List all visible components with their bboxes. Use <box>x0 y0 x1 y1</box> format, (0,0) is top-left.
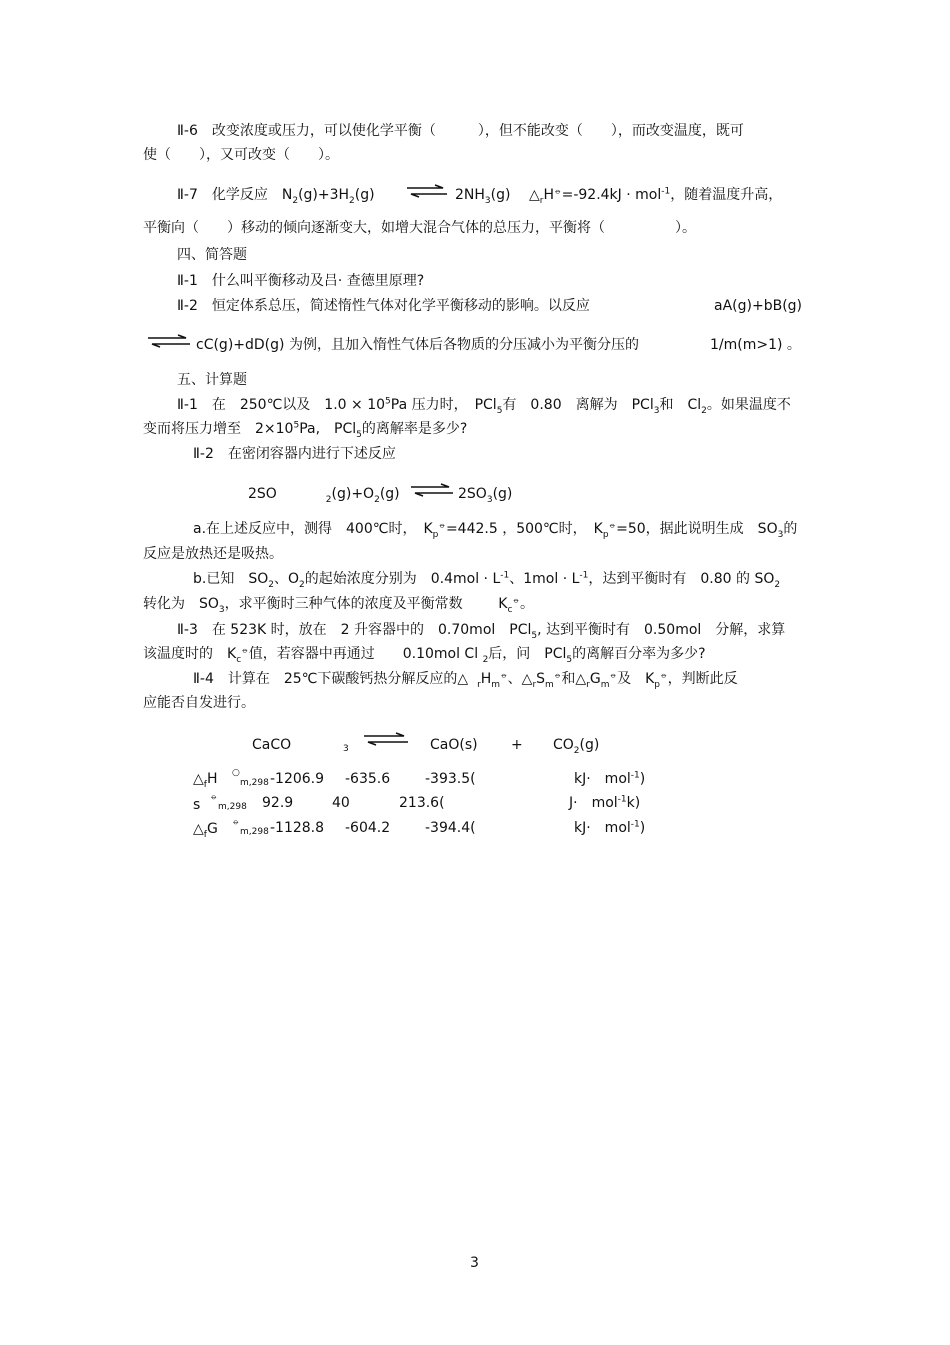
q6-line2: 使（ ），又可改变（ ）。 <box>143 147 339 163</box>
unit: kJ· mol$^{-1}$) <box>574 770 646 787</box>
s4-q2-line1: Ⅱ-2 恒定体系总压，简述惰性气体对化学平衡移动的影响。以反应 <box>177 298 590 314</box>
s5-q3-line1: Ⅱ-3 在 523K 时，放在 2 升容器中的 0.70mol PCl$_5$, 达到平衡时有 0.50mol 分解，求算 <box>177 622 786 641</box>
s5-q2-part-a-line1: a.在上述反应中，测得 400℃时， $K_p^⦵=442.5$ ，500℃时， $K_p^⦵=50$，据此说明生成 $SO_3$的 <box>193 520 798 540</box>
std-mark: ⦵ <box>210 792 218 802</box>
value-cao: -604.2 <box>345 820 391 836</box>
value-cao: 40 <box>332 795 350 811</box>
section-title-short-answer: 四、简答题 <box>177 247 247 263</box>
s5-q2-reactants: 2SO $_2(g)+O_2(g)$ <box>248 486 400 505</box>
s5-q4-line2: 应能否自发进行。 <box>143 695 255 711</box>
s4-q2-reactant: aA(g)+bB(g) <box>714 298 802 314</box>
equilibrium-arrow-icon <box>409 483 455 497</box>
row-index: m,298 <box>240 827 269 837</box>
s4-q1: Ⅱ-1 什么叫平衡移动及吕· 查德里原理? <box>177 273 425 289</box>
value-caco3: -1206.9 <box>270 771 325 787</box>
q7-line1: Ⅱ-7 化学反应 $N_2(g)+3H_2(g)$ <box>177 187 375 206</box>
value-co2: -394.4( <box>425 820 476 836</box>
co2-product: $CO_2(g)$ <box>553 737 600 756</box>
value-co2: 213.6( <box>399 795 445 811</box>
unit: J· mol$^{-1}$k) <box>569 794 641 811</box>
s5-q4-line1: Ⅱ-4 计算在 25℃下碳酸钙热分解反应的△ $_rH_m^⦵$、$\triangle_rS_m^⦵$和$\triangle_rG_m^⦵$及 $K_p^⦵$，判断此反 <box>193 670 738 690</box>
plus-sign: + <box>511 737 523 753</box>
s4-q2-ratio: 1/m(m>1) 。 <box>710 337 801 353</box>
table-row: $\triangle_fH$ <box>193 771 218 790</box>
equilibrium-arrow-icon <box>405 184 449 198</box>
page-number: 3 <box>470 1255 479 1271</box>
s5-q2-product: $2SO_3(g)$ <box>458 486 513 505</box>
cao-product: CaO(s) <box>430 737 478 753</box>
value-cao: -635.6 <box>345 771 391 787</box>
std-mark: ○ <box>232 768 240 778</box>
s5-q1-line2: 变而将压力增至 $2\times 10^5Pa$, PCl$_5$的离解率是多少? <box>143 420 468 440</box>
table-row: s <box>193 797 201 813</box>
row-index: m,298 <box>240 778 269 788</box>
section-title-calculation: 五、计算题 <box>177 372 247 388</box>
table-row: $\triangle_fG$ <box>193 821 218 840</box>
caco3-subscript: 3 <box>343 744 349 754</box>
q6-line1: Ⅱ-6 改变浓度或压力，可以使化学平衡（ ），但不能改变（ ），而改变温度，既可 <box>177 123 744 139</box>
s5-q2-part-b-line2: 转化为 $SO_3$，求平衡时三种气体的浓度及平衡常数 $K_c^⦵$。 <box>143 595 534 615</box>
s5-q2-part-a-line2: 反应是放热还是吸热。 <box>143 546 283 562</box>
s5-q1-line1: Ⅱ-1 在 250℃以及 $1.0 \times 10^5Pa$ 压力时， PCl$_5$有 0.80 离解为 PCl$_3$和 $Cl_2$。如果温度不 <box>177 396 791 416</box>
s4-q2-product: cC(g)+dD(g) 为例，且加入惰性气体后各物质的分压减小为平衡分压的 <box>196 337 639 353</box>
s5-q2-title: Ⅱ-2 在密闭容器内进行下述反应 <box>193 446 396 462</box>
value-caco3: -1128.8 <box>270 820 325 836</box>
caco3-reactant: CaCO <box>252 737 292 753</box>
equilibrium-arrow-icon <box>362 732 410 746</box>
unit: kJ· mol$^{-1}$) <box>574 819 646 836</box>
row-index: m,298 <box>218 802 247 812</box>
q7-product: $2NH_3(g)$ <box>455 187 511 206</box>
s5-q2-part-b-line1: b.已知 $SO_2$、$O_2$的起始浓度分别为 $0.4mol \cdot L^{-1}$、$1mol \cdot L^{-1}$，达到平衡时有 0.80 的 $SO_2$ <box>193 570 781 590</box>
s5-q3-line2: 该温度时的 $K_c^⦵$值，若容器中再通过 0.10mol Cl $_2$后，问 PCl$_5$的离解百分率为多少? <box>143 645 706 665</box>
value-caco3: 92.9 <box>262 795 294 811</box>
std-mark: ⦵ <box>232 817 240 827</box>
q7-enthalpy: $\triangle_rH^⦵=-92.4kJ \cdot mol^{-1}$，随着温度升高， <box>529 186 783 206</box>
equilibrium-arrow-icon <box>146 334 192 348</box>
value-co2: -393.5( <box>425 771 476 787</box>
q7-line2: 平衡向（ ）移动的倾向逐渐变大，如增大混合气体的总压力，平衡将（ ）。 <box>143 220 696 236</box>
